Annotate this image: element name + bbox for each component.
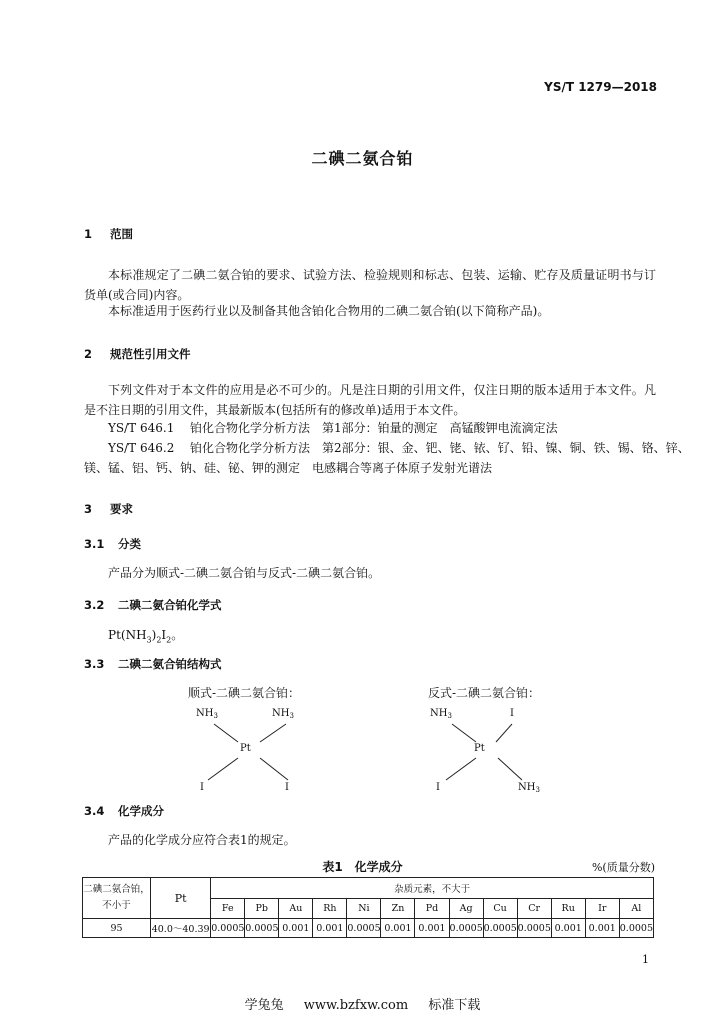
reference-2 <box>108 438 690 458</box>
ligand-top-right: I <box>510 708 514 719</box>
section-number: 3.2 <box>84 598 105 612</box>
reference-text: 铂化合物化学分析方法 第1部分：铂量的测定 高锰酸钾电流滴定法 <box>190 421 558 435</box>
reference-text: 铂化合物化学分析方法 第2部分：银、金、钯、铑、铱、钌、铅、镍、铜、铁、锡、铬、锌、 <box>190 441 690 455</box>
table-header-row <box>83 878 654 899</box>
chemical-composition-table <box>82 877 654 938</box>
section-1-heading <box>84 226 133 242</box>
cell-impurity-ni: 0.0005 <box>347 919 381 938</box>
section-number: 3.1 <box>84 537 105 551</box>
cell-impurity-ir: 0.001 <box>585 919 619 938</box>
ligand-top-left: $NH_3$ <box>196 708 218 720</box>
ligand-top-right: $NH_3$ <box>272 708 294 720</box>
ligand-bottom-left: I <box>436 782 440 793</box>
ligand-top-left: $NH_3$ <box>430 708 452 720</box>
table-unit: %(质量分数) <box>591 861 655 874</box>
footer-site-name: 学兔兔 <box>244 998 284 1013</box>
bond-line <box>214 724 238 742</box>
section-number: 3.4 <box>84 804 105 818</box>
section-title: 化学成分 <box>118 804 164 818</box>
header-element-ni: Ni <box>347 898 381 919</box>
cell-pt: 40.0～40.39 <box>151 919 211 938</box>
header-element-ag: Ag <box>449 898 483 919</box>
bond-line <box>496 724 512 742</box>
document-title: 二碘二氨合铂 <box>311 149 414 168</box>
cell-impurity-cu: 0.0005 <box>483 919 517 938</box>
trans-structure-label: 反式-二碘二氨合铂： <box>428 686 541 700</box>
header-element-cr: Cr <box>517 898 551 919</box>
page-number: 1 <box>642 953 649 966</box>
section-number: 3 <box>84 502 93 516</box>
section-title: 范围 <box>110 227 133 241</box>
section-3-2-heading <box>84 597 222 613</box>
center-atom: Pt <box>474 743 485 754</box>
header-element-ir: Ir <box>585 898 619 919</box>
cell-impurity-rh: 0.001 <box>313 919 347 938</box>
reference-2-continued: 镁、锰、铝、钙、钠、硅、铋、钾的测定 电感耦合等离子体原子发射光谱法 <box>84 461 493 475</box>
cell-impurity-pd: 0.001 <box>415 919 449 938</box>
table-caption: 表1 化学成分 <box>322 860 403 874</box>
header-element-pd: Pd <box>415 898 449 919</box>
section-title: 要求 <box>110 502 133 516</box>
cell-impurity-al: 0.0005 <box>619 919 653 938</box>
cell-impurity-fe: 0.0005 <box>211 919 245 938</box>
section-3-3-heading <box>84 656 222 672</box>
cis-structure-label: 顺式-二碘二氨合铂： <box>188 686 301 700</box>
section-3-4-heading <box>84 803 164 819</box>
reference-code: YS/T 646.2 <box>108 441 175 455</box>
cell-impurity-cr: 0.0005 <box>517 919 551 938</box>
bond-line <box>260 758 288 780</box>
bond-line <box>452 724 476 742</box>
header-element-al: Al <box>619 898 653 919</box>
section-title: 二碘二氨合铂化学式 <box>118 598 222 612</box>
footer-url[interactable]: www.bzfxw.com <box>303 998 409 1013</box>
section-title: 分类 <box>118 537 141 551</box>
header-element-rh: Rh <box>313 898 347 919</box>
header-pt: Pt <box>151 878 211 919</box>
composition-text: 产品的化学成分应符合表1的规定。 <box>108 833 296 847</box>
scope-paragraph-2: 本标准适用于医药行业以及制备其他含铂化合物用的二碘二氨合铂(以下简称产品)。 <box>108 304 550 318</box>
cell-impurity-zn: 0.001 <box>381 919 415 938</box>
scope-paragraph-1: 本标准规定了二碘二氨合铂的要求、试验方法、检验规则和标志、包装、运输、贮存及质量证明书与订货单(或合同)内容。 <box>84 268 656 302</box>
bond-line <box>260 724 286 742</box>
section-3-1-heading <box>84 536 141 552</box>
section-number: 3.3 <box>84 657 105 671</box>
header-element-zn: Zn <box>381 898 415 919</box>
center-atom: Pt <box>240 743 251 754</box>
bond-line <box>208 758 238 780</box>
table-row <box>83 919 654 938</box>
header-element-au: Au <box>279 898 313 919</box>
bond-line <box>446 758 476 780</box>
cell-impurity-au: 0.001 <box>279 919 313 938</box>
section-3-heading <box>84 501 133 517</box>
ligand-bottom-right: I <box>285 782 289 793</box>
header-element-ru: Ru <box>551 898 585 919</box>
ligand-bottom-right: $NH_3$ <box>518 782 540 794</box>
header-grade: 二碘二氨合铂， 不小于 <box>83 878 151 919</box>
header-impurity: 杂质元素，不大于 <box>211 878 654 899</box>
classification-text: 产品分为顺式-二碘二氨合铂与反式-二碘二氨合铂。 <box>108 566 381 580</box>
standard-code: YS/T 1279—2018 <box>544 80 657 94</box>
section-2-heading <box>84 346 191 362</box>
section-number: 1 <box>84 227 93 241</box>
section-title: 规范性引用文件 <box>110 347 191 361</box>
normative-paragraph: 下列文件对于本文件的应用是必不可少的。凡是注日期的引用文件，仅注日期的版本适用于本文件。凡是不注日期的引用文件，其最新版本(包括所有的修改单)适用于本文件。 <box>84 383 656 417</box>
reference-1 <box>108 418 558 438</box>
chemical-formula: $Pt(NH_3)_2I_2$。 <box>108 628 184 645</box>
section-title: 二碘二氨合铂结构式 <box>118 657 222 671</box>
cell-impurity-pb: 0.0005 <box>245 919 279 938</box>
cis-structure-diagram <box>180 702 320 798</box>
ligand-bottom-left: I <box>200 782 204 793</box>
bond-line <box>498 758 522 780</box>
header-element-cu: Cu <box>483 898 517 919</box>
header-element-fe: Fe <box>211 898 245 919</box>
footer-tagline: 标准下载 <box>428 998 481 1013</box>
header-element-pb: Pb <box>245 898 279 919</box>
trans-structure-diagram <box>418 702 558 798</box>
reference-code: YS/T 646.1 <box>108 421 175 435</box>
cell-grade: 95 <box>83 919 151 938</box>
section-number: 2 <box>84 347 93 361</box>
cell-impurity-ru: 0.001 <box>551 919 585 938</box>
cell-impurity-ag: 0.0005 <box>449 919 483 938</box>
footer <box>0 994 725 1013</box>
